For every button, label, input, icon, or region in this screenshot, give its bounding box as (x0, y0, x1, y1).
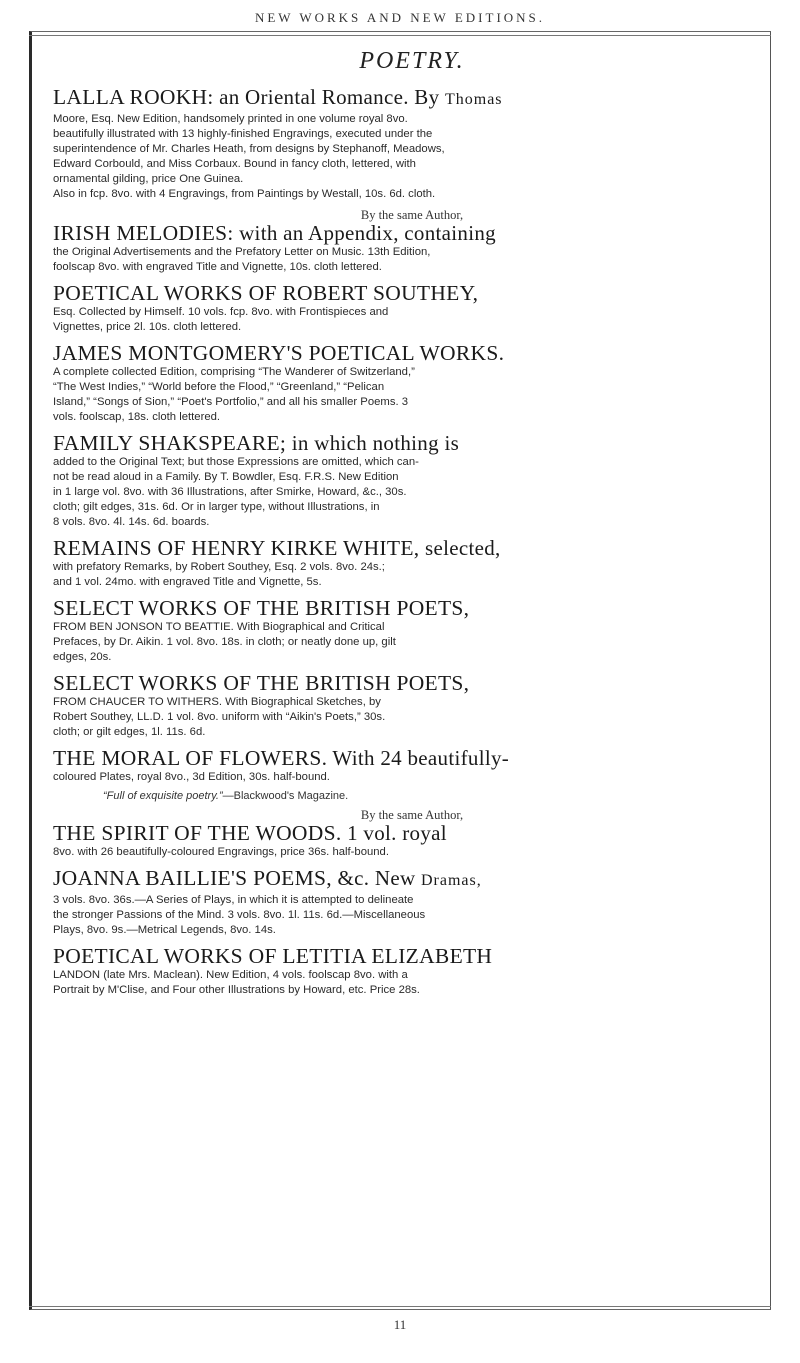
entry-description (53, 770, 771, 785)
entry-title: SELECT WORKS OF THE BRITISH POETS, (53, 596, 470, 620)
catalogue-entry (53, 808, 771, 860)
entry-title: THE MORAL OF FLOWERS. (53, 746, 328, 770)
catalogue-entry (53, 208, 771, 275)
description-line: in 1 large vol. 8vo. with 36 Illustrations, after Smirke, Howard, &c., 30s. (53, 486, 407, 498)
description-line: added to the Original Text; but those Expressions are omitted, which can- (53, 456, 419, 468)
entry-title-continuation: in which nothing is (286, 431, 460, 455)
entry-description (53, 112, 771, 202)
description-line: vols. foolscap, 18s. cloth lettered. (53, 411, 221, 423)
catalogue-entry (53, 944, 771, 998)
entry-heading (53, 536, 771, 560)
top-rule (29, 35, 771, 36)
catalogue-entry (53, 85, 771, 202)
running-head: NEW WORKS AND NEW EDITIONS. (254, 10, 546, 25)
entry-heading (53, 281, 771, 305)
description-line: “The West Indies,” “World before the Flood,” “Greenland,” “Pelican (53, 381, 385, 393)
description-line: Plays, 8vo. 9s.—Metrical Legends, 8vo. 14s. (53, 924, 276, 936)
entry-description (53, 245, 771, 275)
catalogue-entry (53, 671, 771, 740)
entry-title: FAMILY SHAKSPEARE; (53, 431, 287, 455)
description-line: LANDON (late Mrs. Maclean). New Edition, 4 vols. foolscap 8vo. with a (53, 969, 408, 981)
description-line: ornamental gilding, price One Guinea. (53, 173, 244, 185)
byline: By the same Author, (360, 208, 464, 222)
entry-title: IRISH MELODIES (53, 221, 228, 245)
entry-description (53, 893, 771, 938)
description-line: Moore, Esq. New Edition, handsomely printed in one volume royal 8vo. (53, 113, 408, 125)
description-line: not be read aloud in a Family. By T. Bowdler, Esq. F.R.S. New Edition (53, 471, 399, 483)
entry-title-continuation: : an Oriental Romance. By (207, 85, 445, 109)
entry-heading (53, 85, 771, 112)
entry-heading (53, 341, 771, 365)
description-line: and 1 vol. 24mo. with engraved Title and Vignette, 5s. (53, 576, 322, 588)
entry-description (53, 305, 771, 335)
description-line: 3 vols. 8vo. 36s.—A Series of Plays, in which it is attempted to delineate (53, 894, 414, 906)
description-line: with prefatory Remarks, by Robert Southey, Esq. 2 vols. 8vo. 24s.; (53, 561, 385, 573)
entry-heading (53, 221, 771, 245)
description-line: foolscap 8vo. with engraved Title and Vignette, 10s. cloth lettered. (53, 261, 382, 273)
entry-title-continuation: With 24 beautifully- (327, 746, 510, 770)
description-line: cloth; gilt edges, 31s. 6d. Or in larger type, without Illustrations, in (53, 501, 380, 513)
entry-heading (53, 671, 771, 695)
catalogue-entry (53, 746, 771, 802)
description-line: FROM BEN JONSON TO BEATTIE. With Biographical and Critical (53, 621, 385, 633)
description-line: Portrait by M'Clise, and Four other Illustrations by Howard, etc. Price 28s. (53, 984, 420, 996)
entry-heading (53, 431, 771, 455)
bottom-rule (29, 1306, 771, 1307)
entry-description (53, 560, 771, 590)
entries-list (53, 85, 771, 998)
description-line: the Original Advertisements and the Prefatory Letter on Music. 13th Edition, (53, 246, 431, 258)
entry-title-continuation: &c. New (331, 866, 421, 890)
description-line: the stronger Passions of the Mind. 3 vols. 8vo. 1l. 11s. 6d.—Miscellaneous (53, 909, 426, 921)
entry-title: THE SPIRIT OF THE WOODS. (53, 821, 342, 845)
quote-source: —Blackwood's Magazine. (222, 790, 349, 802)
description-line: beautifully illustrated with 13 highly-finished Engravings, executed under the (53, 128, 433, 140)
description-line: Vignettes, price 2l. 10s. cloth lettered. (53, 321, 242, 333)
entry-title-continuation: selected, (419, 536, 501, 560)
section-title: POETRY. (359, 48, 465, 74)
description-line: A complete collected Edition, comprising “The Wanderer of Switzerland,” (53, 366, 415, 378)
entry-heading (53, 866, 771, 893)
description-line: FROM CHAUCER TO WITHERS. With Biographical Sketches, by (53, 696, 381, 708)
entry-title: POETICAL WORKS OF ROBERT SOUTHEY, (53, 281, 479, 305)
description-line: Also in fcp. 8vo. with 4 Engravings, from Paintings by Westall, 10s. 6d. cloth. (53, 188, 436, 200)
entry-heading (53, 746, 771, 770)
catalogue-entry (53, 431, 771, 530)
entry-description (53, 455, 771, 530)
entry-title-continuation: 1 vol. royal (341, 821, 447, 845)
catalogue-entry (53, 341, 771, 425)
entry-heading (53, 821, 771, 845)
review-quote (53, 790, 771, 802)
entry-title: POETICAL WORKS OF LETITIA ELIZABETH (53, 944, 493, 968)
description-line: superintendence of Mr. Charles Heath, from designs by Stephanoff, Meadows, (53, 143, 445, 155)
entry-heading (53, 596, 771, 620)
entry-title: REMAINS OF HENRY KIRKE WHITE, (53, 536, 420, 560)
entry-description (53, 695, 771, 740)
quote-text: “Full of exquisite poetry.” (103, 790, 223, 802)
catalogue-entry (53, 281, 771, 335)
byline: By the same Author, (360, 808, 464, 822)
entry-title: JAMES MONTGOMERY'S POETICAL WORKS. (53, 341, 505, 365)
page-number: 11 (393, 1317, 407, 1332)
entry-description (53, 620, 771, 665)
entry-title: JOANNA BAILLIE'S POEMS, (53, 866, 332, 890)
entry-description (53, 968, 771, 998)
description-line: Edward Corbould, and Miss Corbaux. Bound in fancy cloth, lettered, with (53, 158, 416, 170)
description-line: Robert Southey, LL.D. 1 vol. 8vo. uniform with “Aikin's Poets,” 30s. (53, 711, 386, 723)
description-line: Island,” “Songs of Sion,” “Poet's Portfolio,” and all his smaller Poems. 3 (53, 396, 409, 408)
entry-description (53, 845, 771, 860)
description-line: 8 vols. 8vo. 4l. 14s. 6d. boards. (53, 516, 210, 528)
entry-title-smallcaps: Thomas (444, 91, 503, 108)
entry-title: SELECT WORKS OF THE BRITISH POETS, (53, 671, 470, 695)
entry-description (53, 365, 771, 425)
description-line: edges, 20s. (53, 651, 112, 663)
page-content (53, 40, 771, 1004)
description-line: 8vo. with 26 beautifully-coloured Engravings, price 36s. half-bound. (53, 846, 389, 858)
catalogue-entry (53, 596, 771, 665)
catalogue-entry (53, 866, 771, 938)
catalogue-entry (53, 536, 771, 590)
entry-title-smallcaps: Dramas, (420, 872, 482, 889)
description-line: cloth; or gilt edges, 1l. 11s. 6d. (53, 726, 206, 738)
entry-heading (53, 944, 771, 968)
description-line: coloured Plates, royal 8vo., 3d Edition, 30s. half-bound. (53, 771, 330, 783)
description-line: Prefaces, by Dr. Aikin. 1 vol. 8vo. 18s. in cloth; or neatly done up, gilt (53, 636, 396, 648)
description-line: Esq. Collected by Himself. 10 vols. fcp. 8vo. with Frontispieces and (53, 306, 389, 318)
entry-title: LALLA ROOKH (53, 85, 208, 109)
entry-title-continuation: : with an Appendix, containing (227, 221, 496, 245)
